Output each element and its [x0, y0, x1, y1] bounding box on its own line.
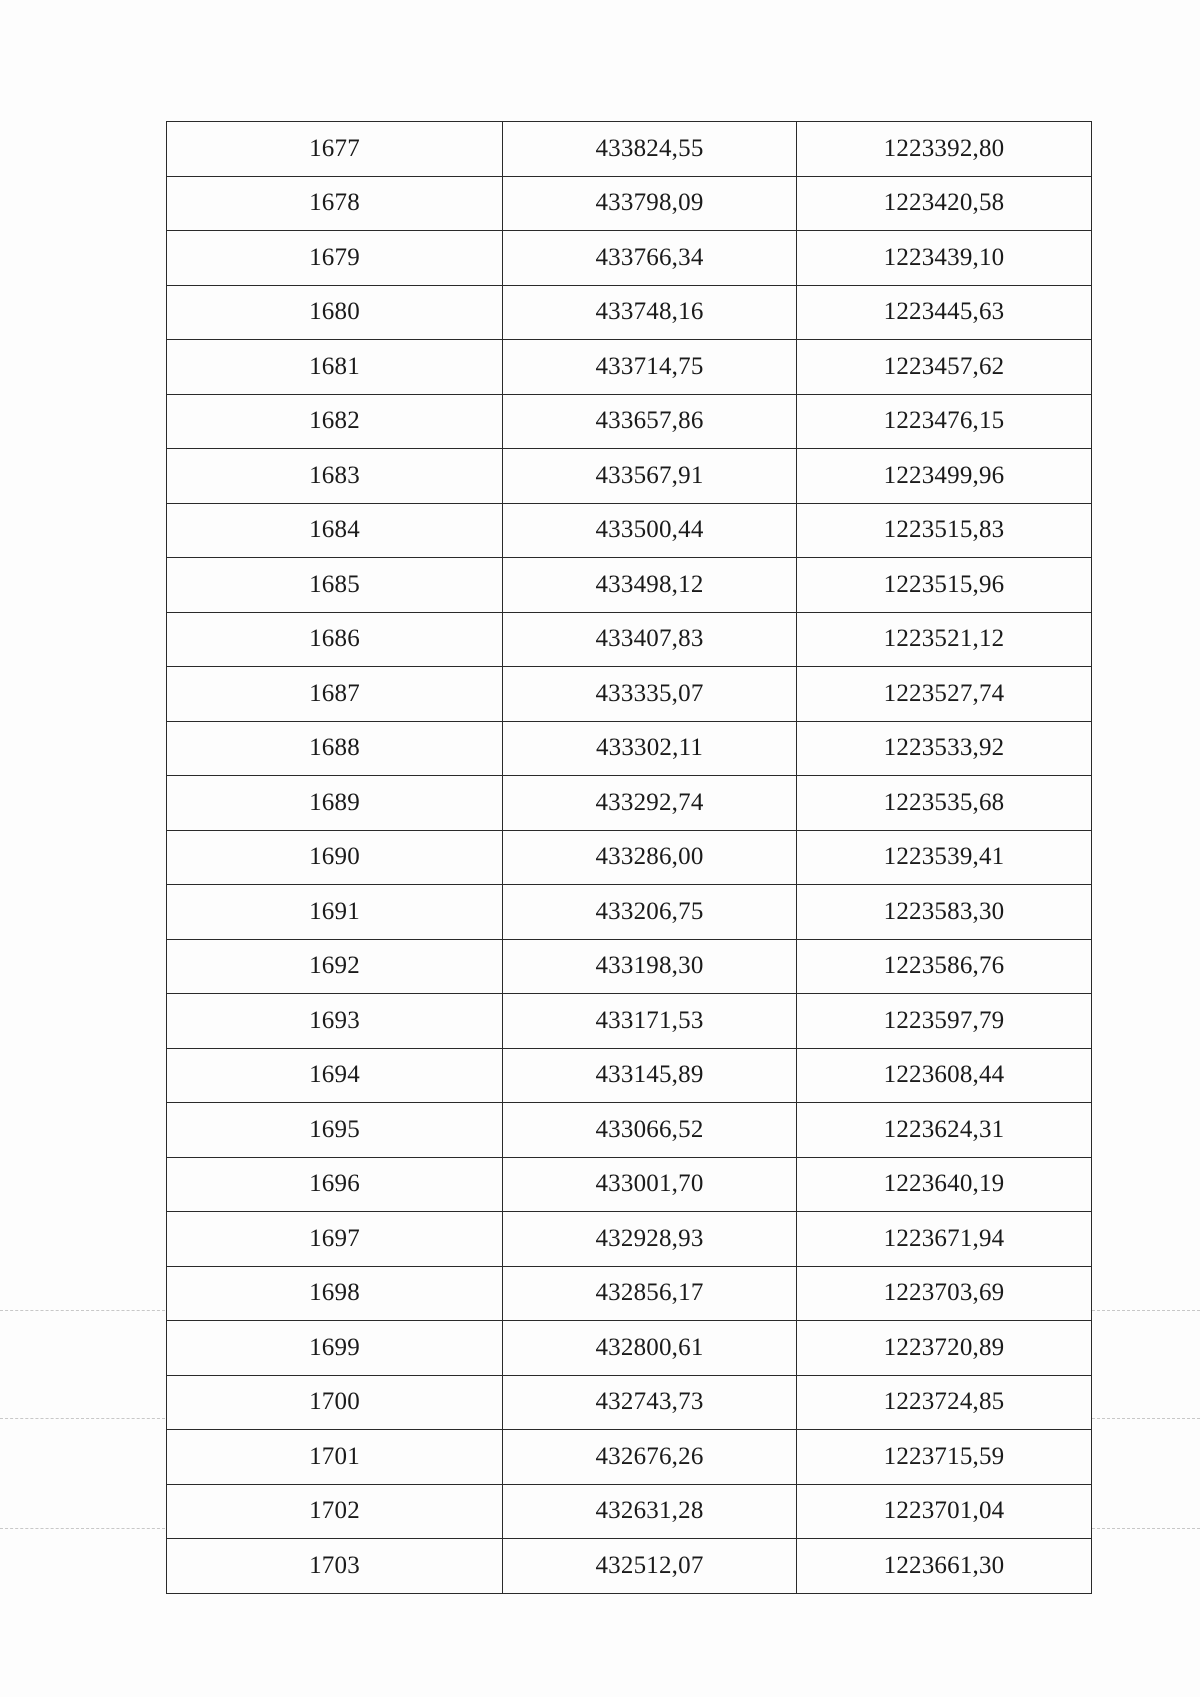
- table-row: [167, 830, 1092, 885]
- x-coordinate-cell: 432928,93: [503, 1212, 797, 1267]
- x-coordinate-cell: 433714,75: [503, 340, 797, 395]
- point-number-cell: 1680: [167, 285, 503, 340]
- table-row: [167, 503, 1092, 558]
- point-number-cell: 1681: [167, 340, 503, 395]
- scan-artifact: [1092, 1528, 1200, 1529]
- x-coordinate-cell: 433292,74: [503, 776, 797, 831]
- table-row: [167, 122, 1092, 177]
- y-coordinate-cell: 1223597,79: [797, 994, 1092, 1049]
- coordinates-table: [166, 121, 1092, 1594]
- x-coordinate-cell: 433145,89: [503, 1048, 797, 1103]
- table-row: [167, 449, 1092, 504]
- table-row: [167, 1539, 1092, 1594]
- y-coordinate-cell: 1223533,92: [797, 721, 1092, 776]
- y-coordinate-cell: 1223392,80: [797, 122, 1092, 177]
- y-coordinate-cell: 1223515,83: [797, 503, 1092, 558]
- point-number-cell: 1687: [167, 667, 503, 722]
- x-coordinate-cell: 433171,53: [503, 994, 797, 1049]
- y-coordinate-cell: 1223535,68: [797, 776, 1092, 831]
- x-coordinate-cell: 433498,12: [503, 558, 797, 613]
- table-row: [167, 1321, 1092, 1376]
- y-coordinate-cell: 1223624,31: [797, 1103, 1092, 1158]
- table-row: [167, 612, 1092, 667]
- y-coordinate-cell: 1223701,04: [797, 1484, 1092, 1539]
- point-number-cell: 1688: [167, 721, 503, 776]
- x-coordinate-cell: 433824,55: [503, 122, 797, 177]
- x-coordinate-cell: 433335,07: [503, 667, 797, 722]
- point-number-cell: 1678: [167, 176, 503, 231]
- point-number-cell: 1682: [167, 394, 503, 449]
- table-row: [167, 1430, 1092, 1485]
- table-row: [167, 558, 1092, 613]
- point-number-cell: 1695: [167, 1103, 503, 1158]
- point-number-cell: 1697: [167, 1212, 503, 1267]
- table-row: [167, 1266, 1092, 1321]
- point-number-cell: 1696: [167, 1157, 503, 1212]
- table-row: [167, 721, 1092, 776]
- scan-artifact: [0, 1418, 165, 1419]
- x-coordinate-cell: 433198,30: [503, 939, 797, 994]
- point-number-cell: 1679: [167, 231, 503, 286]
- point-number-cell: 1703: [167, 1539, 503, 1594]
- table-row: [167, 176, 1092, 231]
- point-number-cell: 1701: [167, 1430, 503, 1485]
- x-coordinate-cell: 432743,73: [503, 1375, 797, 1430]
- point-number-cell: 1684: [167, 503, 503, 558]
- y-coordinate-cell: 1223661,30: [797, 1539, 1092, 1594]
- y-coordinate-cell: 1223527,74: [797, 667, 1092, 722]
- y-coordinate-cell: 1223703,69: [797, 1266, 1092, 1321]
- x-coordinate-cell: 432512,07: [503, 1539, 797, 1594]
- point-number-cell: 1685: [167, 558, 503, 613]
- table-row: [167, 231, 1092, 286]
- y-coordinate-cell: 1223720,89: [797, 1321, 1092, 1376]
- x-coordinate-cell: 433066,52: [503, 1103, 797, 1158]
- point-number-cell: 1692: [167, 939, 503, 994]
- x-coordinate-cell: 433001,70: [503, 1157, 797, 1212]
- point-number-cell: 1693: [167, 994, 503, 1049]
- y-coordinate-cell: 1223715,59: [797, 1430, 1092, 1485]
- point-number-cell: 1700: [167, 1375, 503, 1430]
- x-coordinate-cell: 433748,16: [503, 285, 797, 340]
- table-row: [167, 340, 1092, 395]
- table-row: [167, 1103, 1092, 1158]
- scan-artifact: [0, 1528, 165, 1529]
- table-row: [167, 1157, 1092, 1212]
- x-coordinate-cell: 433567,91: [503, 449, 797, 504]
- y-coordinate-cell: 1223671,94: [797, 1212, 1092, 1267]
- x-coordinate-cell: 433500,44: [503, 503, 797, 558]
- y-coordinate-cell: 1223457,62: [797, 340, 1092, 395]
- table-row: [167, 994, 1092, 1049]
- scan-artifact: [1092, 1418, 1200, 1419]
- x-coordinate-cell: 433302,11: [503, 721, 797, 776]
- y-coordinate-cell: 1223420,58: [797, 176, 1092, 231]
- y-coordinate-cell: 1223499,96: [797, 449, 1092, 504]
- table-row: [167, 939, 1092, 994]
- y-coordinate-cell: 1223439,10: [797, 231, 1092, 286]
- y-coordinate-cell: 1223586,76: [797, 939, 1092, 994]
- y-coordinate-cell: 1223583,30: [797, 885, 1092, 940]
- point-number-cell: 1694: [167, 1048, 503, 1103]
- table-row: [167, 1048, 1092, 1103]
- y-coordinate-cell: 1223445,63: [797, 285, 1092, 340]
- y-coordinate-cell: 1223521,12: [797, 612, 1092, 667]
- y-coordinate-cell: 1223476,15: [797, 394, 1092, 449]
- scan-artifact: [1092, 1310, 1200, 1311]
- table-row: [167, 1212, 1092, 1267]
- x-coordinate-cell: 433286,00: [503, 830, 797, 885]
- point-number-cell: 1683: [167, 449, 503, 504]
- point-number-cell: 1690: [167, 830, 503, 885]
- point-number-cell: 1702: [167, 1484, 503, 1539]
- x-coordinate-cell: 433407,83: [503, 612, 797, 667]
- x-coordinate-cell: 433657,86: [503, 394, 797, 449]
- point-number-cell: 1698: [167, 1266, 503, 1321]
- y-coordinate-cell: 1223515,96: [797, 558, 1092, 613]
- x-coordinate-cell: 432856,17: [503, 1266, 797, 1321]
- table-row: [167, 1484, 1092, 1539]
- table-row: [167, 394, 1092, 449]
- table-row: [167, 285, 1092, 340]
- x-coordinate-cell: 433798,09: [503, 176, 797, 231]
- x-coordinate-cell: 433206,75: [503, 885, 797, 940]
- x-coordinate-cell: 432631,28: [503, 1484, 797, 1539]
- y-coordinate-cell: 1223640,19: [797, 1157, 1092, 1212]
- y-coordinate-cell: 1223608,44: [797, 1048, 1092, 1103]
- table-row: [167, 667, 1092, 722]
- point-number-cell: 1677: [167, 122, 503, 177]
- point-number-cell: 1699: [167, 1321, 503, 1376]
- point-number-cell: 1689: [167, 776, 503, 831]
- x-coordinate-cell: 433766,34: [503, 231, 797, 286]
- point-number-cell: 1686: [167, 612, 503, 667]
- coordinates-table-body: [167, 122, 1092, 1594]
- x-coordinate-cell: 432800,61: [503, 1321, 797, 1376]
- y-coordinate-cell: 1223539,41: [797, 830, 1092, 885]
- table-row: [167, 776, 1092, 831]
- table-row: [167, 885, 1092, 940]
- x-coordinate-cell: 432676,26: [503, 1430, 797, 1485]
- scan-artifact: [0, 1310, 165, 1311]
- y-coordinate-cell: 1223724,85: [797, 1375, 1092, 1430]
- point-number-cell: 1691: [167, 885, 503, 940]
- table-row: [167, 1375, 1092, 1430]
